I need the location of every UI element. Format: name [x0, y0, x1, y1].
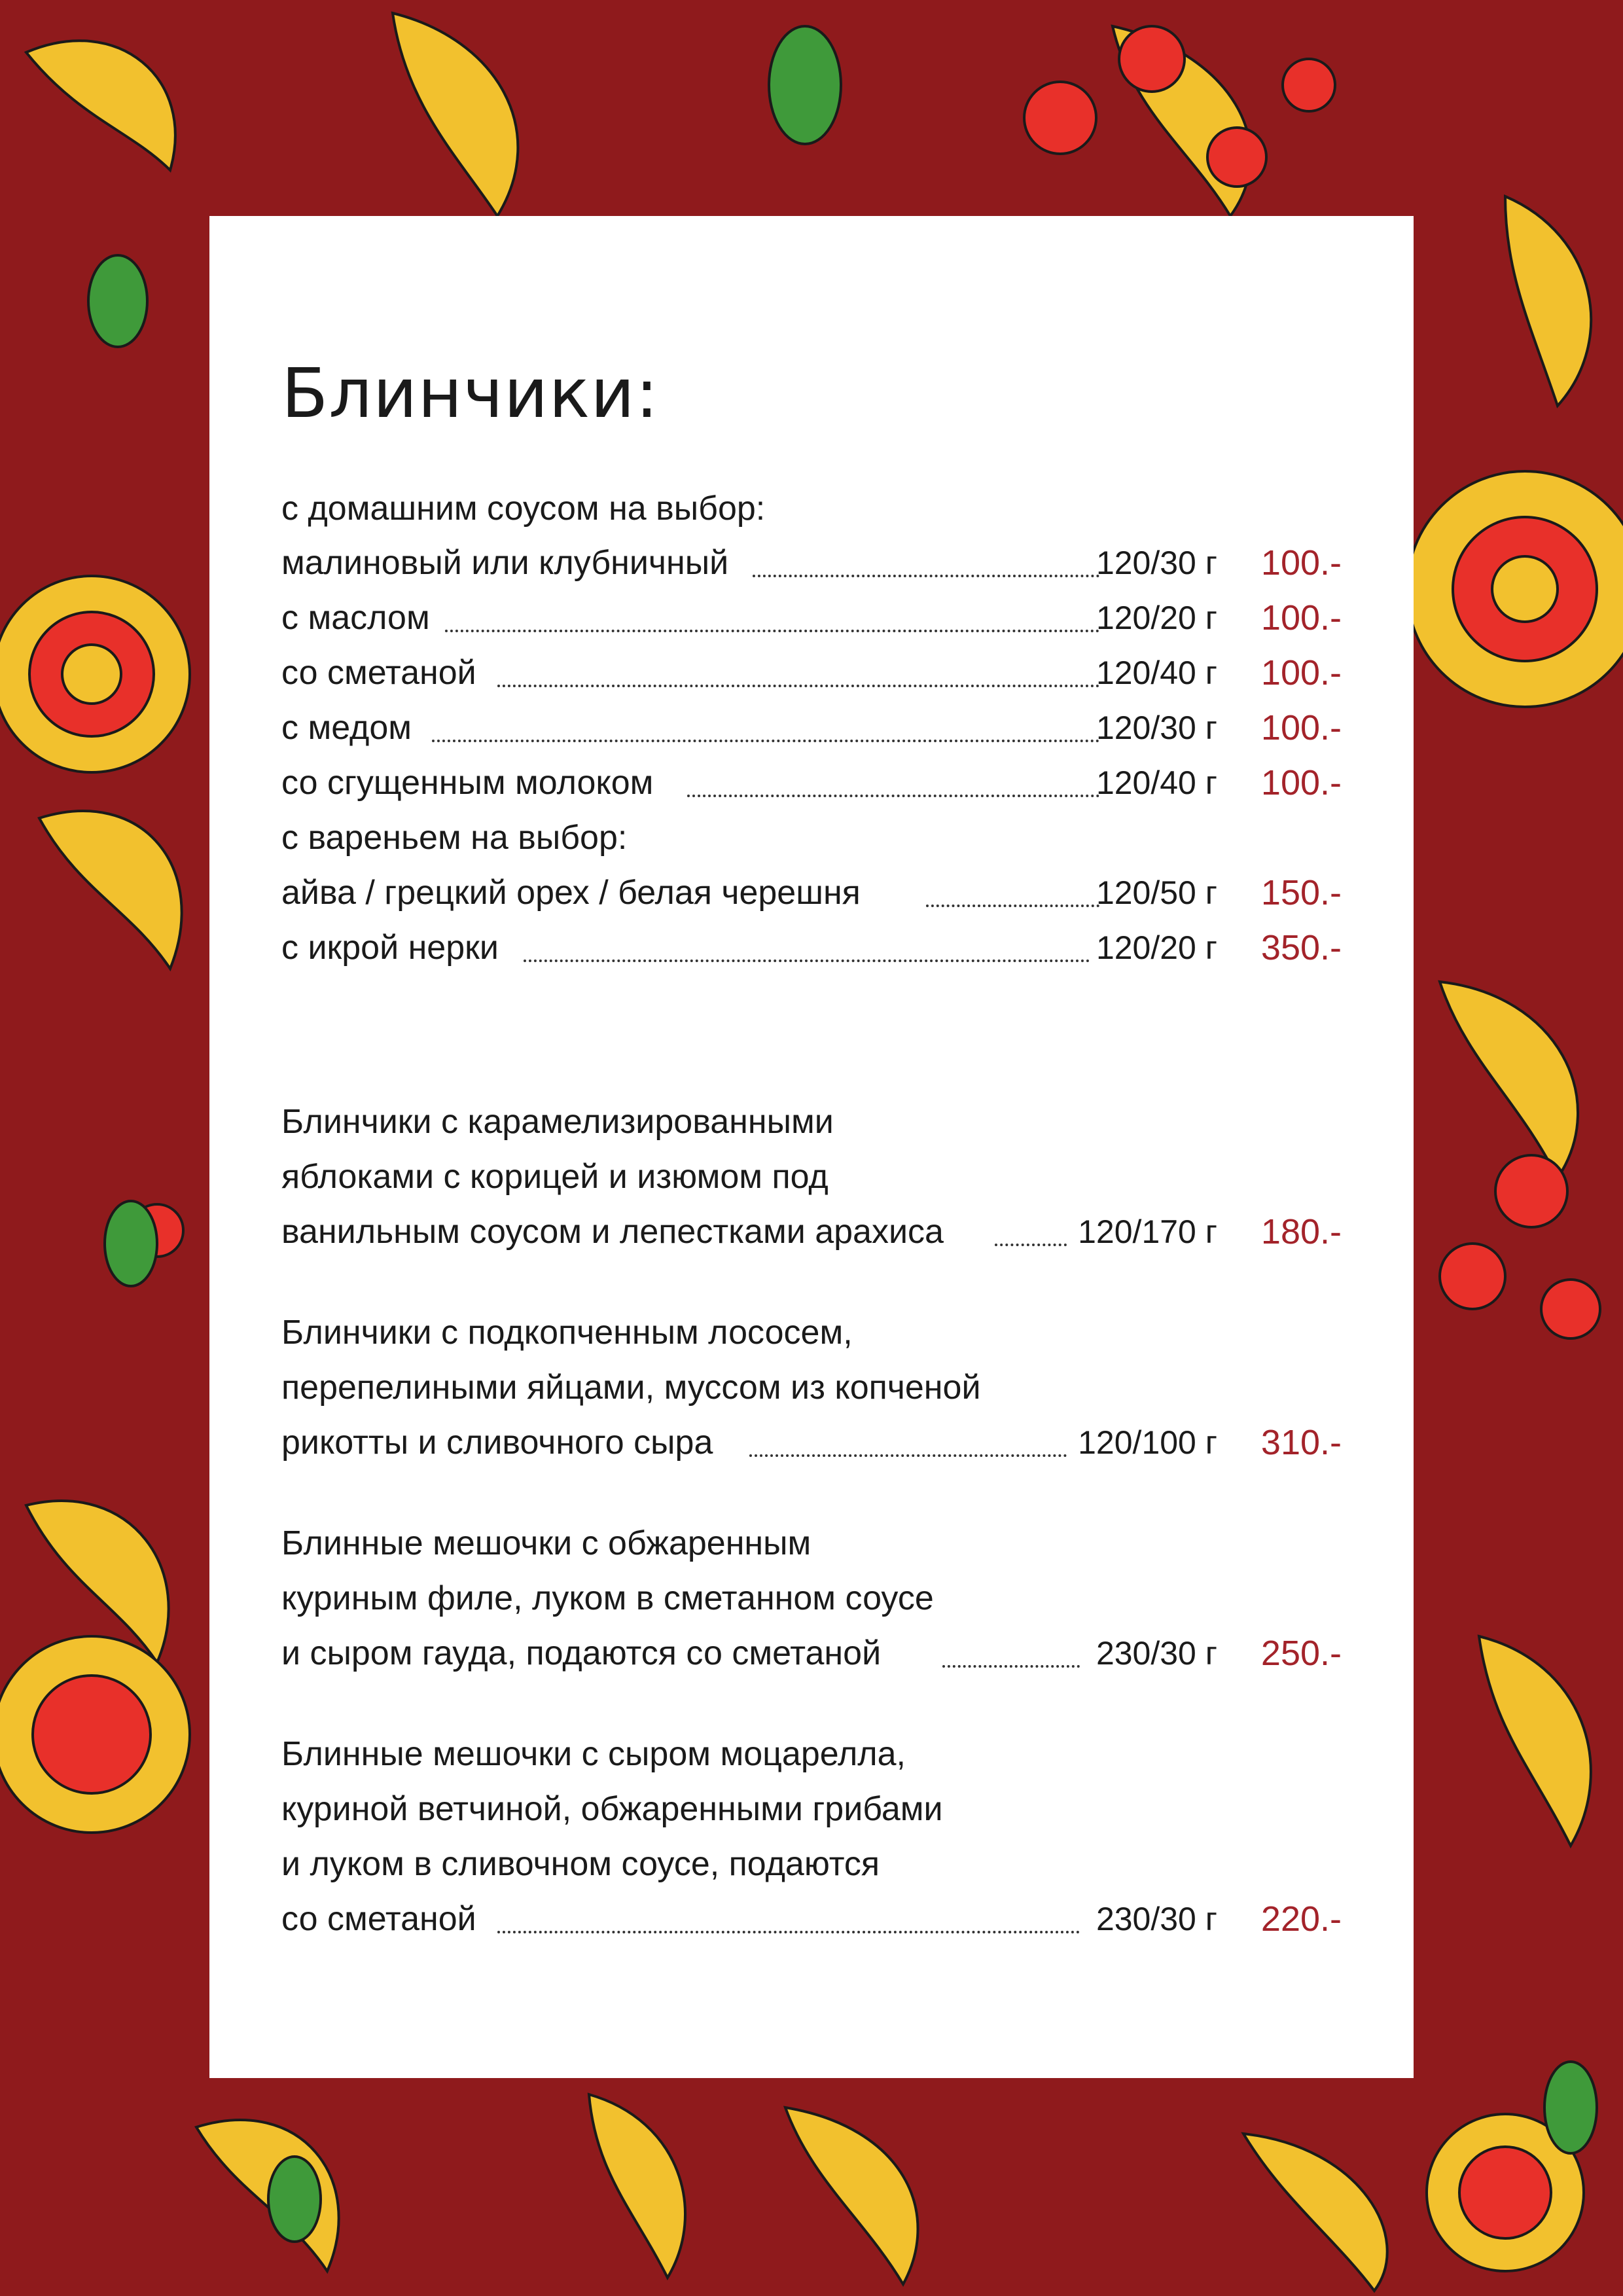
special-item — [281, 1892, 1342, 1946]
item-name: со сметаной — [281, 654, 476, 692]
special-desc-line: Блинные мешочки с обжаренным — [281, 1524, 812, 1562]
menu-item — [281, 700, 1342, 755]
special-item — [281, 1626, 1342, 1681]
item-name: ванильным соусом и лепестками арахиса — [281, 1213, 944, 1251]
item-price: 100.- — [1260, 598, 1342, 637]
dot-leader — [753, 575, 1099, 577]
menu-card — [209, 216, 1414, 2078]
special-desc-line: и луком в сливочном соусе, подаются — [281, 1845, 880, 1883]
item-weight: 120/40 г — [1096, 764, 1217, 801]
dot-leader — [926, 905, 1099, 907]
special-desc-line: Блинчики с карамелизированными — [281, 1103, 834, 1141]
dot-leader — [687, 795, 1099, 797]
dot-leader — [445, 630, 1099, 632]
jam-intro: с вареньем на выбор: — [281, 819, 628, 857]
menu-item — [281, 920, 1342, 975]
item-weight: 120/40 г — [1096, 655, 1217, 691]
dot-leader — [749, 1454, 1067, 1457]
item-price: 310.- — [1260, 1423, 1342, 1462]
special-desc-line: перепелиными яйцами, муссом из копченой — [281, 1369, 981, 1407]
item-weight: 120/30 г — [1096, 709, 1217, 746]
item-name: со сметаной — [281, 1900, 476, 1938]
item-name: с икрой нерки — [281, 929, 499, 967]
item-weight: 230/30 г — [1096, 1635, 1217, 1672]
item-price: 100.- — [1260, 708, 1342, 747]
item-price: 100.- — [1260, 763, 1342, 802]
item-weight: 120/170 г — [1078, 1213, 1217, 1250]
dot-leader — [432, 740, 1099, 742]
dot-leader — [942, 1665, 1080, 1668]
menu-item — [281, 755, 1342, 810]
special-item — [281, 1204, 1342, 1259]
menu-title: Блинчики: — [281, 353, 659, 433]
dot-leader — [524, 960, 1090, 962]
special-item — [281, 1415, 1342, 1470]
item-weight: 120/100 г — [1078, 1424, 1217, 1461]
menu-item — [281, 590, 1342, 645]
item-price: 100.- — [1260, 543, 1342, 583]
menu-item — [281, 865, 1342, 920]
item-price: 150.- — [1260, 873, 1342, 912]
item-weight: 120/20 г — [1096, 929, 1217, 966]
item-weight: 230/30 г — [1096, 1901, 1217, 1937]
item-name: айва / грецкий орех / белая черешня — [281, 874, 861, 912]
item-weight: 120/50 г — [1096, 874, 1217, 911]
item-weight: 120/30 г — [1096, 545, 1217, 581]
dot-leader — [497, 685, 1099, 687]
dot-leader — [497, 1931, 1080, 1933]
item-name: малиновый или клубничный — [281, 544, 729, 582]
item-name: и сыром гауда, подаются со сметаной — [281, 1634, 882, 1672]
special-desc-line: Блинные мешочки с сыром моцарелла, — [281, 1735, 906, 1773]
menu-item — [281, 535, 1342, 590]
item-name: со сгущенным молоком — [281, 764, 654, 802]
item-name: с маслом — [281, 599, 430, 637]
special-desc-line: куриной ветчиной, обжаренными грибами — [281, 1790, 943, 1828]
special-desc-line: куриным филе, луком в сметанном соусе — [281, 1579, 934, 1617]
sauce-intro: с домашним соусом на выбор: — [281, 490, 766, 528]
item-name: с медом — [281, 709, 412, 747]
item-price: 220.- — [1260, 1899, 1342, 1939]
item-price: 250.- — [1260, 1634, 1342, 1673]
menu-item — [281, 645, 1342, 700]
item-weight: 120/20 г — [1096, 600, 1217, 636]
item-price: 180.- — [1260, 1212, 1342, 1251]
item-name: рикотты и сливочного сыра — [281, 1424, 713, 1462]
item-price: 100.- — [1260, 653, 1342, 692]
dot-leader — [995, 1244, 1067, 1246]
special-desc-line: яблоками с корицей и изюмом под — [281, 1158, 829, 1196]
item-price: 350.- — [1260, 928, 1342, 967]
special-desc-line: Блинчики с подкопченным лососем, — [281, 1314, 853, 1352]
